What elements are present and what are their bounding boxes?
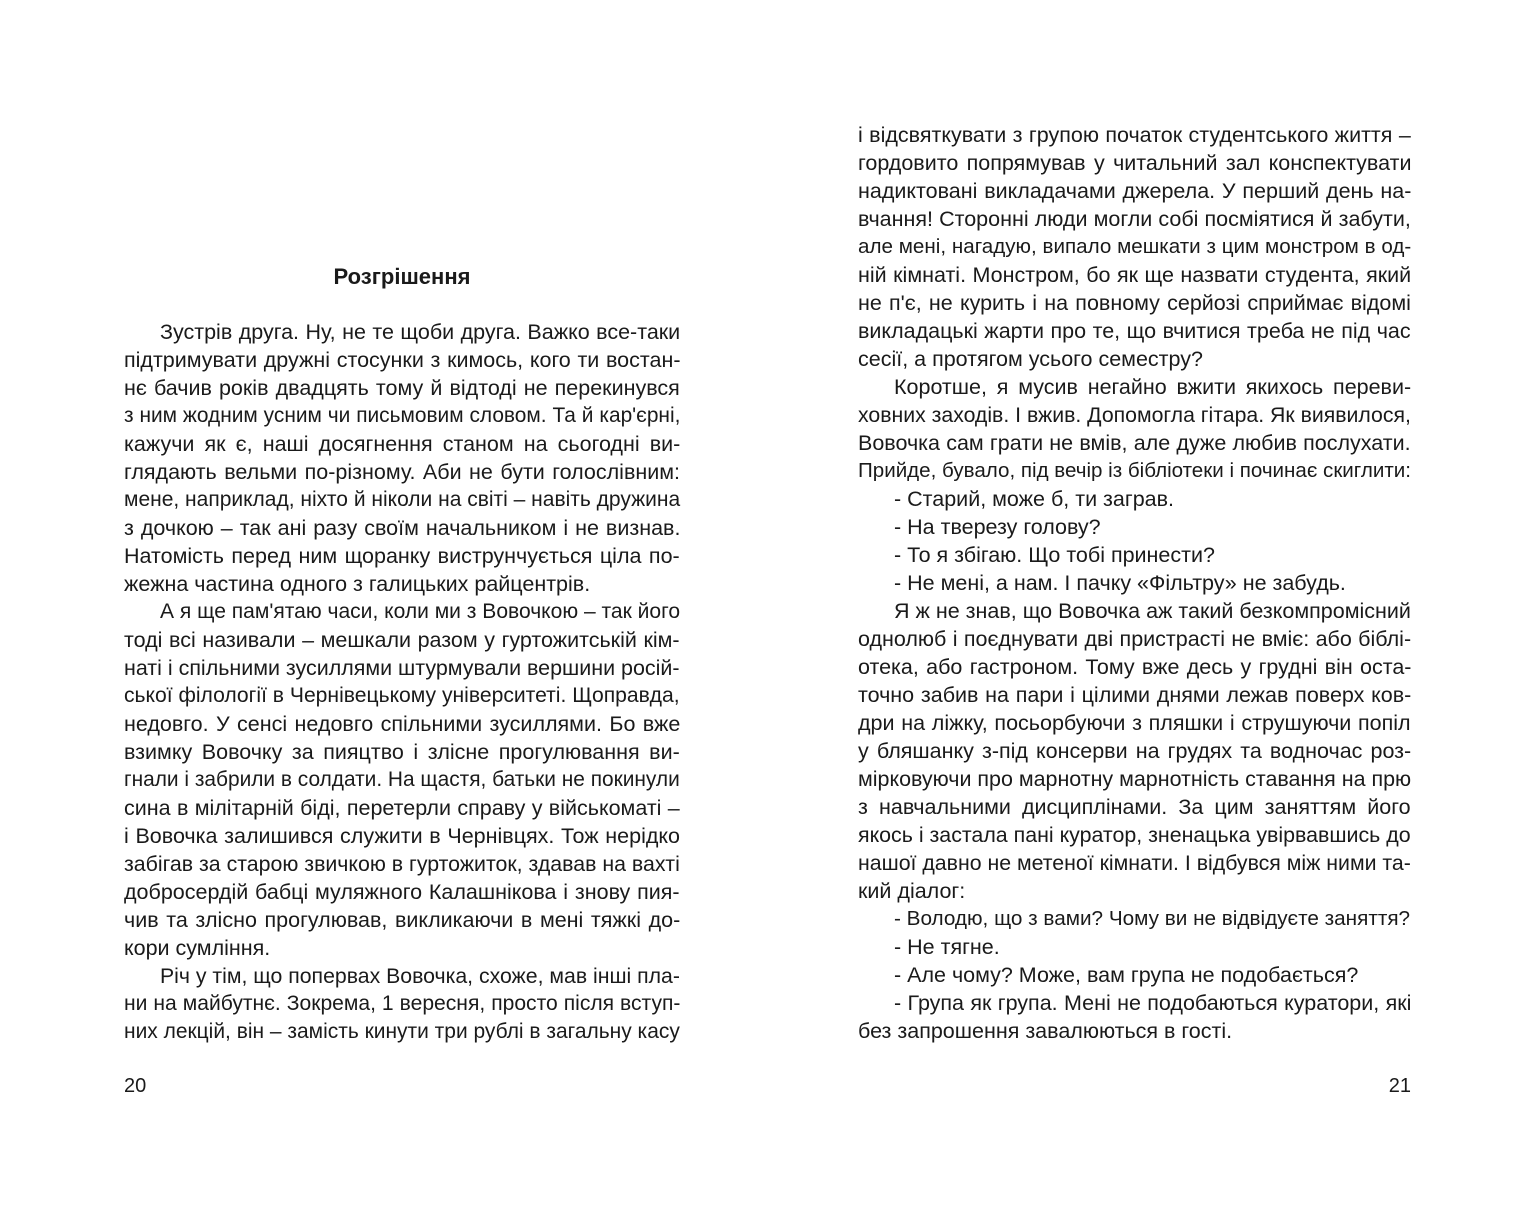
text-line: - Не мені, а нам. І пачку «Фільтру» не забудь. — [894, 571, 1346, 595]
text-line: мірковуючи про марнотну марнотність ставання на прю — [858, 767, 1412, 791]
text-line: гнали і забрили в солдати. На щастя, батьки не покинули — [124, 768, 680, 791]
text-line: кажучи як є, наші досягнення станом на сьогодні ви- — [124, 432, 681, 456]
text-line: Я ж не знав, що Вовочка аж такий безкомпромісний — [894, 599, 1411, 623]
text-line: надиктовані викладачами джерела. У перший день на- — [858, 179, 1412, 203]
text-line: жежна частина одного з галицьких райцентрів. — [124, 572, 591, 596]
text-line: А я ще пам'ятаю часи, коли ми з Вовочкою – так його — [160, 600, 681, 623]
text-line: наті і спільними зусиллями штурмували вершини росій- — [124, 656, 680, 680]
page-number-right: 21 — [1388, 1075, 1411, 1097]
text-line: якось і застала пані куратор, зненацька увірвавшись до — [858, 823, 1411, 847]
text-line: ній кімнаті. Монстром, бо як ще назвати студента, який — [858, 263, 1412, 287]
text-line: - Старий, може б, ти заграв. — [894, 487, 1175, 511]
text-line: мене, наприклад, ніхто й ніколи на світі – навіть дружина — [124, 488, 681, 511]
text-line: гордовито попрямував у читальний зал конспектувати — [858, 151, 1412, 175]
text-line: - То я збігаю. Що тобі принести? — [894, 543, 1215, 567]
text-line: і Вовочка залишився служити в Чернівцях. Тож нерідко — [124, 824, 681, 848]
right-page — [767, 0, 1534, 1211]
text-line: нє бачив років двадцять тому й відтоді не перекинувся — [124, 376, 680, 400]
left-page — [0, 0, 767, 1211]
text-line: глядають вельми по-різному. Аби не бути голослівним: — [124, 460, 681, 484]
text-line: і відсвяткувати з групою початок студентського життя – — [858, 123, 1411, 147]
text-line: - Не тягне. — [894, 935, 1000, 959]
text-line: забігав за старою звичкою в гуртожиток, здавав на вахті — [124, 852, 680, 876]
text-line: дри на ліжку, посьорбуючи з пляшки і струшуючи попіл — [858, 711, 1411, 735]
text-line: у бляшанку з-під консерви на грудях та водночас роз- — [858, 739, 1412, 763]
text-line: сина в мілітарній біді, перетерли справу у військоматі – — [124, 796, 680, 820]
text-line: взимку Вовочку за пияцтво і злісне прогулювання ви- — [124, 740, 680, 764]
text-line: тоді всі називали – мешкали разом у гуртожитській кім- — [124, 628, 680, 652]
text-line: добросердій бабці муляжного Калашнікова і знову пия- — [124, 880, 680, 904]
text-line: Вовочка сам грати не вмів, але дуже любив послухати. — [858, 431, 1411, 455]
text-line: - Володю, що з вами? Чому ви не відвідуєте заняття? — [894, 907, 1411, 930]
text-line: Зустрів друга. Ну, не те щоби друга. Важко все-таки — [160, 320, 681, 344]
text-line: з дочкою – так ані разу своїм начальником і не визнав. — [124, 516, 681, 540]
text-line: Коротше, я мусив негайно вжити якихось переви- — [894, 375, 1412, 399]
text-line: викладацькі жарти про те, що вчитися треба не під час — [858, 319, 1411, 343]
text-line: отека, або гастроном. Тому вже десь у грудні він оста- — [858, 655, 1412, 679]
text-line: не п'є, не курить і на повному серйозі сприймає відомі — [858, 291, 1411, 315]
text-line: з навчальними дисциплінами. За цим заняттям його — [858, 795, 1411, 819]
text-line: - Група як група. Мені не подобаються куратори, які — [894, 991, 1412, 1015]
text-line: Прийде, бувало, під вечір із бібліотеки і починає скиглити: — [858, 459, 1411, 482]
text-line: нашої давно не метеної кімнати. І відбувся між ними та- — [858, 851, 1411, 875]
text-line: - На тверезу голову? — [894, 515, 1101, 539]
text-line: без запрошення завалюються в гості. — [858, 1019, 1233, 1043]
text-line: з ним жодним усним чи письмовим словом. Та й кар'єрні, — [124, 404, 681, 427]
text-line: Річ у тім, що попервах Вовочка, схоже, мав інші пла- — [160, 964, 680, 988]
text-line: ської філології в Чернівецькому університеті. Щоправда, — [124, 684, 680, 707]
text-line: - Але чому? Може, вам група не подобається? — [894, 963, 1359, 987]
text-line: однолюб і поєднувати дві пристрасті не вміє: або біблі- — [858, 627, 1412, 651]
text-line: них лекцій, він – замість кинути три рублі в загальну касу — [124, 1020, 680, 1043]
text-line: підтримувати дружні стосунки з кимось, кого ти востан- — [124, 348, 681, 372]
text-line: кори сумління. — [124, 936, 271, 960]
text-line: ни на майбутнє. Зокрема, 1 вересня, просто після вступ- — [124, 992, 681, 1015]
text-line: чив та злісно прогулював, викликаючи в мені тяжкі до- — [124, 908, 681, 932]
chapter-title: Розгрішення — [333, 264, 471, 289]
page-number-left: 20 — [124, 1075, 147, 1097]
text-line: але мені, нагадую, випало мешкати з цим монстром в од- — [858, 235, 1412, 258]
text-line: вчання! Сторонні люди могли собі посміятися й забути, — [858, 207, 1411, 231]
text-line: точно забив на пари і цілими днями лежав поверх ков- — [858, 683, 1412, 707]
text-line: ховних заходів. І вжив. Допомогла гітара. Як виявилося, — [858, 403, 1411, 427]
text-line: недовго. У сенсі недовго спільними зусиллями. Бо вже — [124, 712, 681, 736]
text-line: Натомість перед ним щоранку виструнчується ціла по- — [124, 544, 680, 568]
text-line: сесії, а протягом усього семестру? — [858, 347, 1203, 371]
text-line: кий діалог: — [858, 879, 966, 903]
